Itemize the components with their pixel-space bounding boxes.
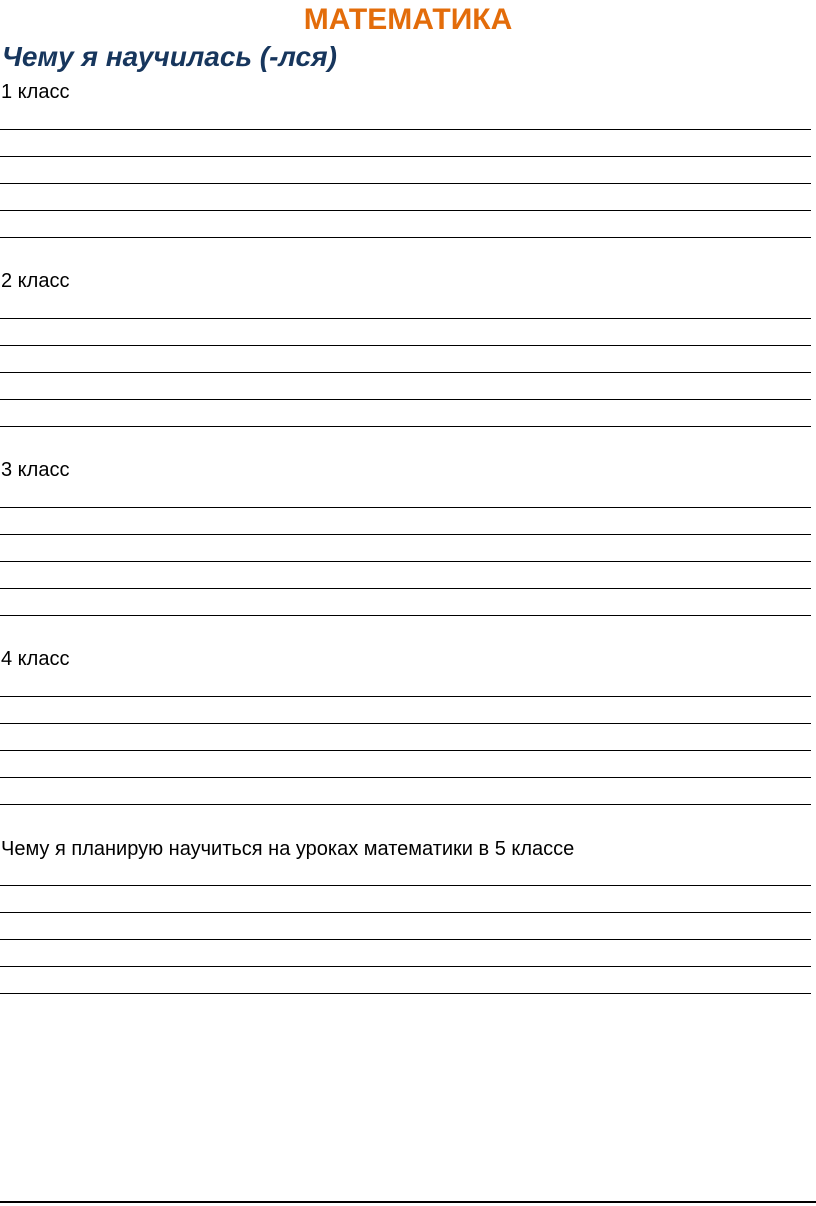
writing-line — [0, 750, 811, 751]
page-title: МАТЕМАТИКА — [303, 3, 513, 36]
writing-line — [0, 507, 811, 508]
page-bottom-border — [0, 1201, 816, 1203]
writing-line — [0, 399, 811, 400]
writing-line — [0, 939, 811, 940]
section-label-grade-3: 3 класс — [1, 459, 70, 481]
writing-line — [0, 588, 811, 589]
writing-line — [0, 561, 811, 562]
writing-line — [0, 129, 811, 130]
writing-line — [0, 912, 811, 913]
writing-line — [0, 318, 811, 319]
page-subtitle: Чему я научилась (-лся) — [2, 41, 337, 72]
writing-line — [0, 210, 811, 211]
section-label-grade-1: 1 класс — [1, 81, 70, 103]
writing-line — [0, 804, 811, 805]
section-label-grade-4: 4 класс — [1, 648, 70, 670]
writing-line — [0, 885, 811, 886]
section-label-plans-grade-5: Чему я планирую научиться на уроках математики в 5 классе — [1, 838, 575, 860]
writing-line — [0, 534, 811, 535]
writing-line — [0, 723, 811, 724]
writing-line — [0, 696, 811, 697]
writing-line — [0, 345, 811, 346]
section-label-grade-2: 2 класс — [1, 270, 70, 292]
writing-line — [0, 777, 811, 778]
writing-line — [0, 183, 811, 184]
writing-line — [0, 372, 811, 373]
writing-line — [0, 993, 811, 994]
writing-line — [0, 426, 811, 427]
writing-line — [0, 615, 811, 616]
writing-line — [0, 156, 811, 157]
writing-line — [0, 966, 811, 967]
writing-line — [0, 237, 811, 238]
